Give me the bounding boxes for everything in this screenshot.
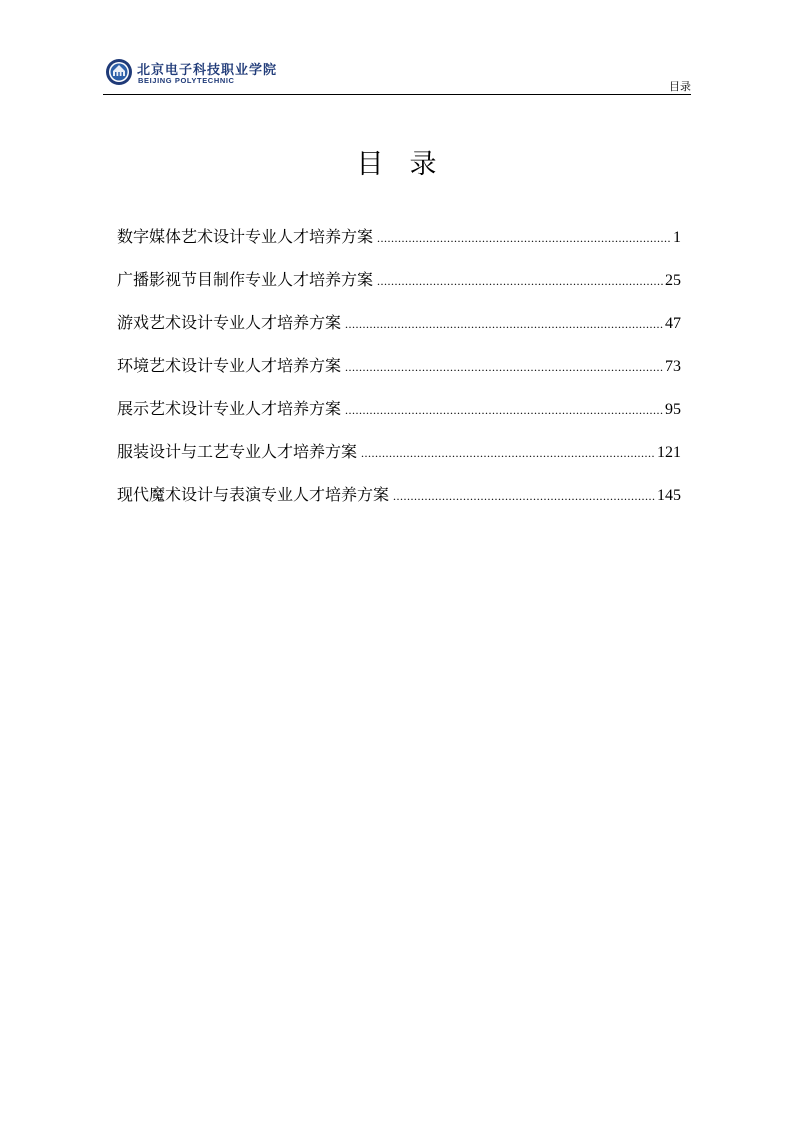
- toc-entry-label: 环境艺术设计专业人才培养方案: [117, 356, 342, 375]
- toc-entry[interactable]: [117, 353, 681, 396]
- toc-leader-dots: [345, 317, 663, 332]
- toc-entry-page: 121: [657, 444, 681, 461]
- toc-entry-page: 145: [657, 487, 681, 504]
- toc-entry-page: 1: [673, 229, 681, 246]
- toc-entry[interactable]: [117, 482, 681, 525]
- toc-entry[interactable]: [117, 439, 681, 482]
- toc-entry-page: 73: [665, 358, 681, 375]
- header-section-label: 目录: [669, 80, 691, 93]
- toc-entry[interactable]: [117, 224, 681, 267]
- toc-leader-dots: [393, 489, 655, 504]
- toc-entry-label: 广播影视节目制作专业人才培养方案: [117, 270, 374, 289]
- toc-entry-label: 现代魔术设计与表演专业人才培养方案: [117, 485, 390, 504]
- page-title-part2: 录: [409, 149, 437, 180]
- school-name-en: BEIJING POLYTECHNIC: [138, 76, 235, 85]
- page-title: [0, 142, 793, 181]
- toc-entry-label: 游戏艺术设计专业人才培养方案: [117, 313, 342, 332]
- page-header: [103, 56, 691, 95]
- toc-entry-label: 展示艺术设计专业人才培养方案: [117, 399, 342, 418]
- toc-entry-label: 服装设计与工艺专业人才培养方案: [117, 442, 358, 461]
- toc-leader-dots: [377, 231, 671, 246]
- toc-leader-dots: [345, 360, 663, 375]
- page-title-part1: 目: [356, 149, 384, 180]
- school-logo-icon: [105, 58, 133, 86]
- toc-leader-dots: [361, 446, 655, 461]
- toc-entry-label: 数字媒体艺术设计专业人才培养方案: [117, 227, 374, 246]
- school-name-cn: 北京电子科技职业学院: [137, 63, 278, 78]
- table-of-contents: [117, 224, 681, 525]
- toc-entry[interactable]: [117, 267, 681, 310]
- toc-entry[interactable]: [117, 396, 681, 439]
- toc-leader-dots: [377, 274, 663, 289]
- toc-leader-dots: [345, 403, 663, 418]
- toc-entry-page: 47: [665, 315, 681, 332]
- toc-entry[interactable]: [117, 310, 681, 353]
- toc-entry-page: 25: [665, 272, 681, 289]
- toc-entry-page: 95: [665, 401, 681, 418]
